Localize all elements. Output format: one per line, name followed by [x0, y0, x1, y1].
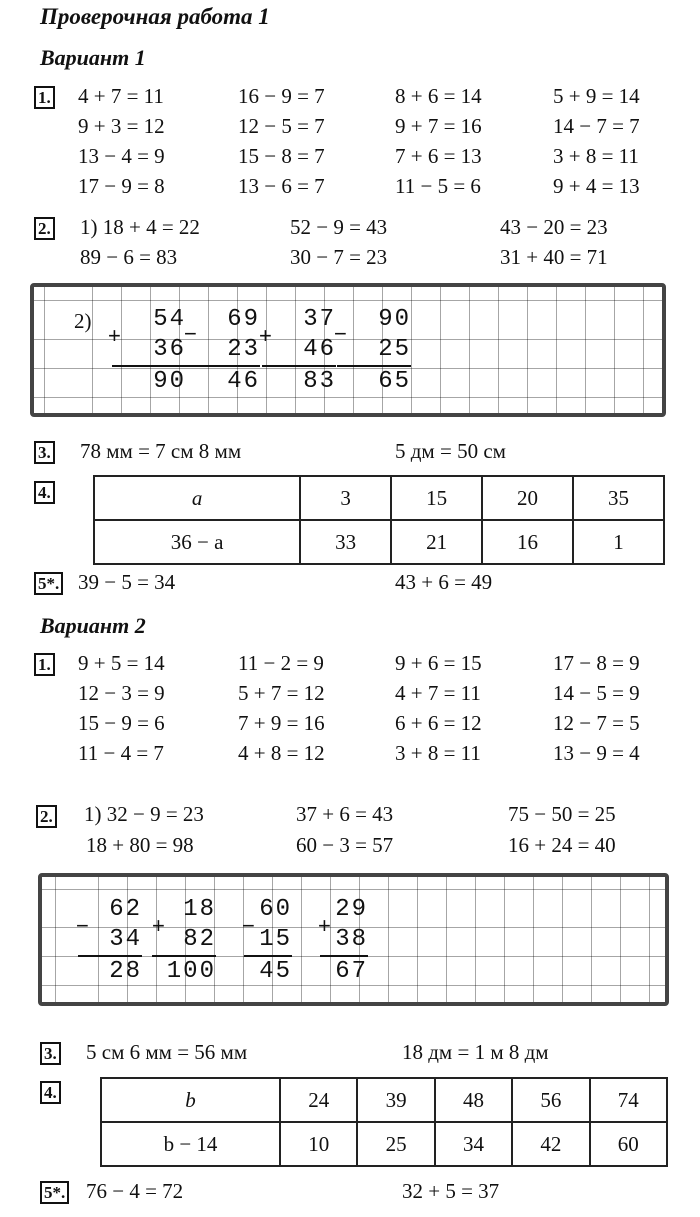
- task-number: 4.: [40, 1081, 61, 1104]
- table-cell: 1: [573, 520, 664, 564]
- equation: 11 − 5 = 6: [395, 174, 481, 198]
- column-calculation: [262, 305, 336, 397]
- grid-box-column-arithmetic: [38, 873, 669, 1006]
- operand-a: 18: [183, 896, 216, 923]
- operand-b: 46: [303, 336, 336, 363]
- equation: 9 + 6 = 15: [395, 651, 482, 675]
- equation: 7 + 6 = 13: [395, 144, 482, 168]
- table-cell: 20: [482, 476, 573, 520]
- equation: 9 + 7 = 16: [395, 114, 482, 138]
- table-cell: b − 14: [101, 1122, 280, 1166]
- column-calculation: [244, 895, 292, 987]
- operand-b: 25: [378, 336, 411, 363]
- equation: 11 − 2 = 9: [238, 651, 324, 675]
- plus-sign: +: [152, 913, 165, 938]
- equation: 39 − 5 = 34: [78, 570, 176, 594]
- minus-sign: −: [184, 321, 197, 346]
- result: 90: [112, 365, 186, 397]
- part-label: 2): [74, 309, 92, 333]
- operand-b: 15: [259, 926, 292, 953]
- column-calculation: [112, 305, 186, 397]
- equation: 3 + 8 = 11: [553, 144, 639, 168]
- table-cell: 10: [280, 1122, 357, 1166]
- equation: 12 − 7 = 5: [553, 711, 640, 735]
- equation: 1) 18 + 4 = 22: [80, 215, 200, 239]
- grid-box-column-arithmetic: [30, 283, 666, 417]
- value-table: [93, 475, 665, 565]
- equation: 13 − 4 = 9: [78, 144, 165, 168]
- equation: 7 + 9 = 16: [238, 711, 325, 735]
- table-cell: b: [101, 1078, 280, 1122]
- equation: 11 − 4 = 7: [78, 741, 164, 765]
- equation: 8 + 6 = 14: [395, 84, 482, 108]
- equation: 16 − 9 = 7: [238, 84, 325, 108]
- task-number: 3.: [34, 441, 55, 464]
- table-cell: 39: [357, 1078, 434, 1122]
- operand-a: 90: [378, 306, 411, 333]
- task-number: 5*.: [34, 572, 63, 595]
- equation: 14 − 7 = 7: [553, 114, 640, 138]
- task-number: 3.: [40, 1042, 61, 1065]
- operand-a: 54: [153, 306, 186, 333]
- equation: 12 − 5 = 7: [238, 114, 325, 138]
- operand-a: 37: [303, 306, 336, 333]
- equation: 37 + 6 = 43: [296, 802, 394, 826]
- equation: 9 + 5 = 14: [78, 651, 165, 675]
- operand-b: 38: [335, 926, 368, 953]
- equation: 32 + 5 = 37: [402, 1179, 500, 1203]
- table-row: [101, 1122, 667, 1166]
- equation: 12 − 3 = 9: [78, 681, 165, 705]
- equation: 76 − 4 = 72: [86, 1179, 184, 1203]
- table-cell: 34: [435, 1122, 512, 1166]
- operand-b: 34: [109, 926, 142, 953]
- table-cell: a: [94, 476, 300, 520]
- equation: 43 − 20 = 23: [500, 215, 608, 239]
- table-cell: 3: [300, 476, 391, 520]
- equation: 75 − 50 = 25: [508, 802, 616, 826]
- plus-sign: +: [108, 323, 121, 348]
- table-cell: 25: [357, 1122, 434, 1166]
- table-row: [94, 520, 664, 564]
- task-number: 2.: [34, 217, 55, 240]
- equation: 9 + 3 = 12: [78, 114, 165, 138]
- result: 83: [262, 365, 336, 397]
- equation: 13 − 6 = 7: [238, 174, 325, 198]
- equation: 5 + 9 = 14: [553, 84, 640, 108]
- table-cell: 33: [300, 520, 391, 564]
- column-calculation: [186, 305, 260, 397]
- table-cell: 74: [590, 1078, 667, 1122]
- equation: 6 + 6 = 12: [395, 711, 482, 735]
- equation: 31 + 40 = 71: [500, 245, 608, 269]
- equation: 17 − 9 = 8: [78, 174, 165, 198]
- equation: 13 − 9 = 4: [553, 741, 640, 765]
- value-table: [100, 1077, 668, 1167]
- table-cell: 48: [435, 1078, 512, 1122]
- column-calculation: [337, 305, 411, 397]
- equation: 4 + 7 = 11: [78, 84, 164, 108]
- result: 67: [320, 955, 368, 987]
- operand-a: 29: [335, 896, 368, 923]
- task-number: 1.: [34, 653, 55, 676]
- equation: 15 − 9 = 6: [78, 711, 165, 735]
- conversion: 18 дм = 1 м 8 дм: [402, 1040, 549, 1064]
- conversion: 5 дм = 50 см: [395, 439, 506, 463]
- equation: 43 + 6 = 49: [395, 570, 493, 594]
- table-row: [101, 1078, 667, 1122]
- table-cell: 16: [482, 520, 573, 564]
- table-cell: 36 − a: [94, 520, 300, 564]
- page-title: Проверочная работа 1: [40, 4, 270, 29]
- column-calculation: [320, 895, 368, 987]
- table-cell: 21: [391, 520, 482, 564]
- minus-sign: −: [76, 913, 89, 938]
- operand-b: 23: [227, 336, 260, 363]
- equation: 9 + 4 = 13: [553, 174, 640, 198]
- task-number: 4.: [34, 481, 55, 504]
- table-cell: 56: [512, 1078, 589, 1122]
- equation: 1) 32 − 9 = 23: [84, 802, 204, 826]
- operand-a: 60: [259, 896, 292, 923]
- task-number: 1.: [34, 86, 55, 109]
- variant-1-heading: Вариант 1: [40, 45, 146, 70]
- equation: 16 + 24 = 40: [508, 833, 616, 857]
- table-cell: 24: [280, 1078, 357, 1122]
- equation: 18 + 80 = 98: [86, 833, 194, 857]
- table-row: [94, 476, 664, 520]
- result: 28: [78, 955, 142, 987]
- equation: 4 + 8 = 12: [238, 741, 325, 765]
- result: 45: [244, 955, 292, 987]
- equation: 60 − 3 = 57: [296, 833, 394, 857]
- table-cell: 35: [573, 476, 664, 520]
- equation: 30 − 7 = 23: [290, 245, 388, 269]
- operand-b: 82: [183, 926, 216, 953]
- minus-sign: −: [334, 321, 347, 346]
- operand-a: 62: [109, 896, 142, 923]
- equation: 14 − 5 = 9: [553, 681, 640, 705]
- equation: 89 − 6 = 83: [80, 245, 178, 269]
- result: 46: [186, 365, 260, 397]
- conversion: 5 см 6 мм = 56 мм: [86, 1040, 248, 1064]
- result: 100: [152, 955, 216, 987]
- equation: 5 + 7 = 12: [238, 681, 325, 705]
- operand-a: 69: [227, 306, 260, 333]
- equation: 3 + 8 = 11: [395, 741, 481, 765]
- conversion: 78 мм = 7 см 8 мм: [80, 439, 242, 463]
- task-number: 2.: [36, 805, 57, 828]
- equation: 4 + 7 = 11: [395, 681, 481, 705]
- table-cell: 60: [590, 1122, 667, 1166]
- operand-b: 36: [153, 336, 186, 363]
- equation: 52 − 9 = 43: [290, 215, 388, 239]
- table-cell: 15: [391, 476, 482, 520]
- equation: 15 − 8 = 7: [238, 144, 325, 168]
- result: 65: [337, 365, 411, 397]
- minus-sign: −: [242, 913, 255, 938]
- task-number: 5*.: [40, 1181, 69, 1204]
- table-cell: 42: [512, 1122, 589, 1166]
- column-calculation: [78, 895, 142, 987]
- equation: 17 − 8 = 9: [553, 651, 640, 675]
- plus-sign: +: [318, 913, 331, 938]
- variant-2-heading: Вариант 2: [40, 613, 146, 638]
- plus-sign: +: [259, 323, 272, 348]
- column-calculation: [152, 895, 216, 987]
